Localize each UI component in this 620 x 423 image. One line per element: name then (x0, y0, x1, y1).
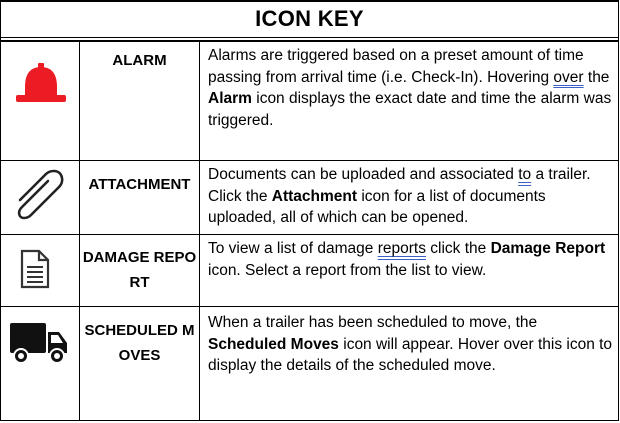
desc-text-run: icon for a list of documents uploaded, all of which can be opened. (208, 187, 546, 226)
document-icon (20, 249, 50, 289)
desc-text-run: When a trailer has been scheduled to move, the (208, 314, 538, 331)
row-divider (0, 234, 619, 235)
icon-name-emphasis: Scheduled Moves (208, 335, 339, 353)
row-desc-scheduled-moves (208, 312, 613, 377)
row-name-alarm: ALARM (112, 52, 167, 69)
row-name-damage-report: DAMAGE REPORT (82, 249, 197, 291)
icon-name-emphasis: Damage Report (490, 240, 606, 257)
row-divider (0, 160, 619, 161)
desc-text-run: icon. Select a report from the list to view. (208, 261, 487, 279)
desc-text-run: Documents can be uploaded and associated (208, 166, 519, 183)
desc-text-run: a trailer. Click the (208, 166, 591, 205)
row-desc-alarm (208, 45, 613, 131)
row-divider (0, 306, 619, 307)
desc-text-run: icon displays the exact date and time the alarm was triggered. (208, 90, 612, 129)
column-divider (199, 40, 200, 421)
table-border-bottom (0, 420, 619, 421)
alarm-bell-icon (13, 63, 69, 107)
spellcheck-underlined-word: reports (377, 240, 426, 257)
desc-text-run: click the (425, 240, 491, 257)
row-desc-damage-report (208, 238, 613, 281)
table-border-right (618, 0, 619, 421)
row-desc-attachment (208, 164, 613, 229)
spellcheck-underlined-word: over (553, 68, 584, 86)
spellcheck-underlined-word: to (518, 166, 532, 183)
table-border-left (0, 0, 1, 421)
truck-icon (8, 321, 70, 365)
row-name-scheduled-moves: SCHEDULED MOVES (84, 322, 195, 364)
row-divider (0, 40, 619, 42)
desc-text-run: Alarms are triggered based on a preset amount of time passing from arrival time (i.e. Check-In). Hovering (208, 47, 584, 86)
desc-text-run: To view a list of damage (208, 240, 378, 257)
paperclip-icon (8, 167, 70, 221)
desc-text-run: the (583, 68, 610, 86)
row-name-attachment: ATTACHMENT (88, 176, 191, 193)
row-divider (0, 37, 619, 38)
desc-text-run: icon will appear. Hover over this icon to display the details of the scheduled move. (208, 335, 613, 374)
icon-name-emphasis: Attachment (271, 187, 358, 205)
icon-name-emphasis: Alarm (208, 90, 252, 107)
table-title: ICON KEY (255, 6, 364, 31)
